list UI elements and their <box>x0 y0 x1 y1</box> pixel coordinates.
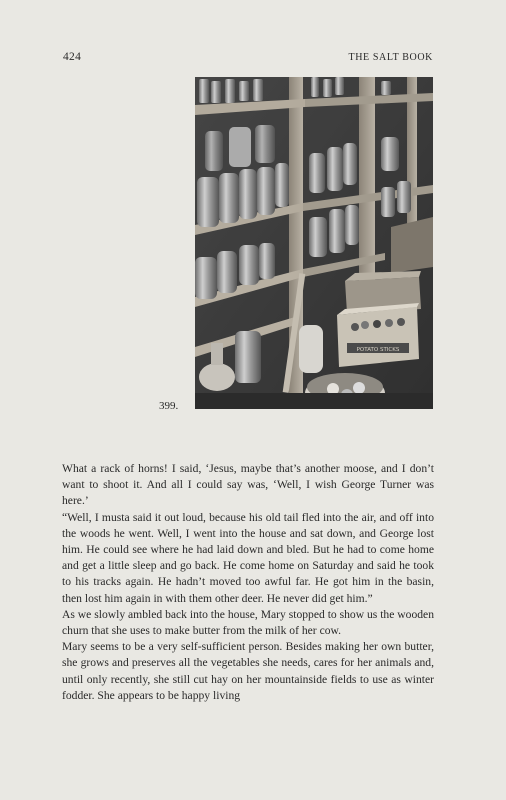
body-text <box>62 461 434 704</box>
pantry-photo-illustration <box>195 77 433 409</box>
box-label-text: POTATO STICKS <box>356 347 400 353</box>
figure-number: 399. <box>159 400 179 412</box>
paragraph-1: What a rack of horns! I said, ‘Jesus, maybe that’s another moose, and I don’t want to shoot it. And all I could say was, ‘Well, I wish George Turner was here.’ <box>62 462 434 508</box>
page-number: 424 <box>63 51 82 63</box>
pantry-photo <box>195 77 433 409</box>
running-head: THE SALT BOOK <box>348 52 433 63</box>
paragraph-4: Mary seems to be a very self-sufficient person. Besides making her own butter, she grows and preserves all the vegetables she needs, cares for her animals and, until only recently, she still cut hay on her mountainside fields to use as winter fodder. She appears to be happy living <box>62 640 434 702</box>
paragraph-3: As we slowly ambled back into the house, Mary stopped to show us the wooden churn that she uses to make butter from the milk of her cow. <box>62 607 434 638</box>
paragraph-2: “Well, I musta said it out loud, because his old tail fled into the air, and off into the woods he went. Well, I went into the house and sat down, and George lost him. He could see where he had laid down and bled. But he had to come home and get a little sleep and go back. He come home on Saturday and said he took to his tracks again. He hadn’t moved too awful far. He got him in the basin, then lost him again in with them other deer. He never did get him.” <box>62 510 434 605</box>
